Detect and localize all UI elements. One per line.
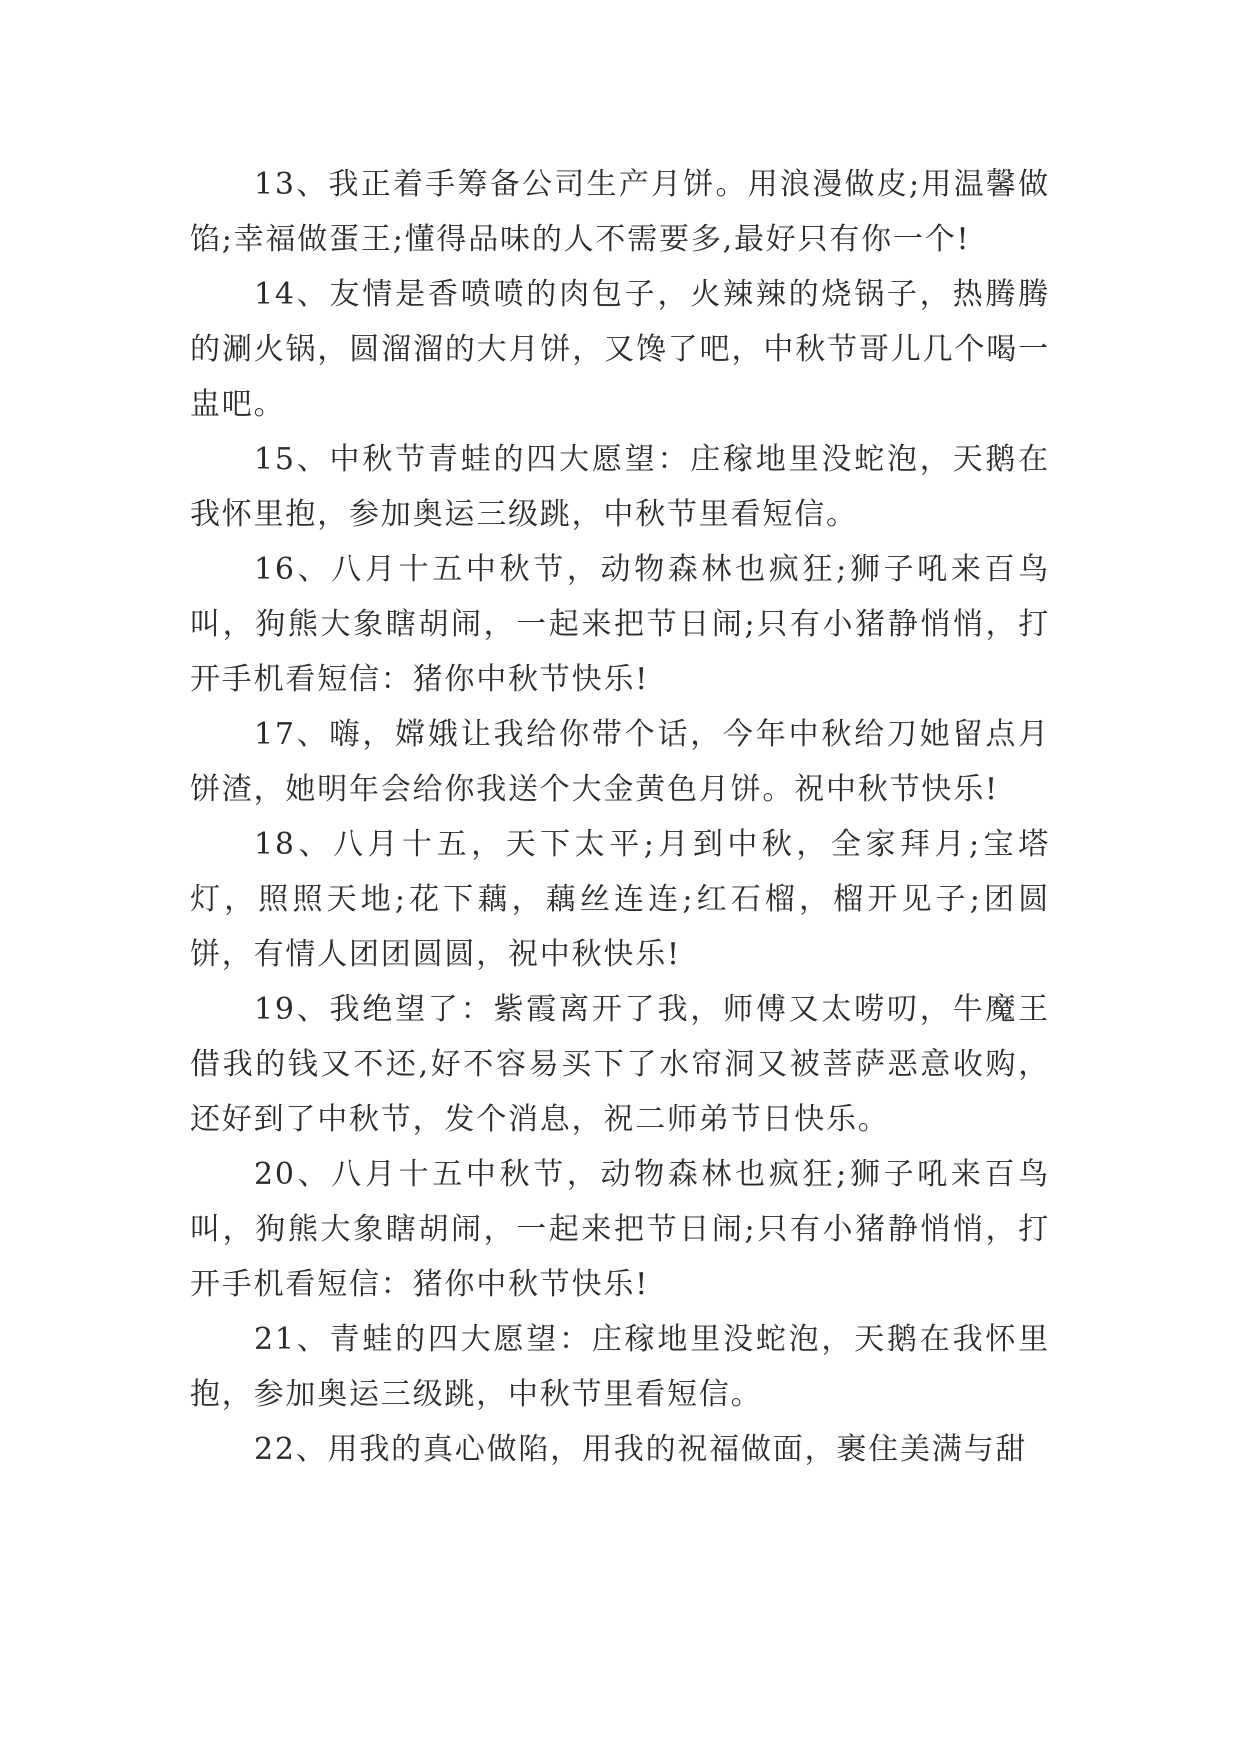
paragraph-22: 22、用我的真心做陷，用我的祝福做面，裹住美满与甜 <box>254 1432 1028 1467</box>
paragraph-13: 13、我正着手筹备公司生产月饼。用浪漫做皮;用温馨做馅;幸福做蛋王;懂得品味的人不需要多,最好只有你一个! <box>190 167 1050 257</box>
paragraph-16: 16、八月十五中秋节，动物森林也疯狂;狮子吼来百鸟叫，狗熊大象瞎胡闹，一起来把节日闹;只有小猪静悄悄，打开手机看短信：猪你中秋节快乐! <box>190 552 1050 697</box>
paragraph-14: 14、友情是香喷喷的肉包子，火辣辣的烧锅子，热腾腾的涮火锅，圆溜溜的大月饼，又馋了吧，中秋节哥儿几个喝一盅吧。 <box>190 277 1050 422</box>
paragraph-20: 20、八月十五中秋节，动物森林也疯狂;狮子吼来百鸟叫，狗熊大象瞎胡闹，一起来把节日闹;只有小猪静悄悄，打开手机看短信：猪你中秋节快乐! <box>190 1157 1050 1302</box>
paragraph-18: 18、八月十五，天下太平;月到中秋，全家拜月;宝塔灯，照照天地;花下藕，藕丝连连;红石榴，榴开见子;团圆饼，有情人团团圆圆，祝中秋快乐! <box>190 827 1050 972</box>
paragraph-15: 15、中秋节青蛙的四大愿望：庄稼地里没蛇泡，天鹅在我怀里抱，参加奥运三级跳，中秋节里看短信。 <box>190 442 1050 532</box>
paragraph-21: 21、青蛙的四大愿望：庄稼地里没蛇泡，天鹅在我怀里抱，参加奥运三级跳，中秋节里看短信。 <box>190 1322 1050 1412</box>
paragraph-17: 17、嗨，嫦娥让我给你带个话，今年中秋给刀她留点月饼渣，她明年会给你我送个大金黄色月饼。祝中秋节快乐! <box>190 717 1050 807</box>
document-body <box>190 157 1050 1477</box>
paragraph-19: 19、我绝望了：紫霞离开了我，师傅又太唠叨，牛魔王借我的钱又不还,好不容易买下了水帘洞又被菩萨恶意收购，还好到了中秋节，发个消息，祝二师弟节日快乐。 <box>190 992 1050 1137</box>
